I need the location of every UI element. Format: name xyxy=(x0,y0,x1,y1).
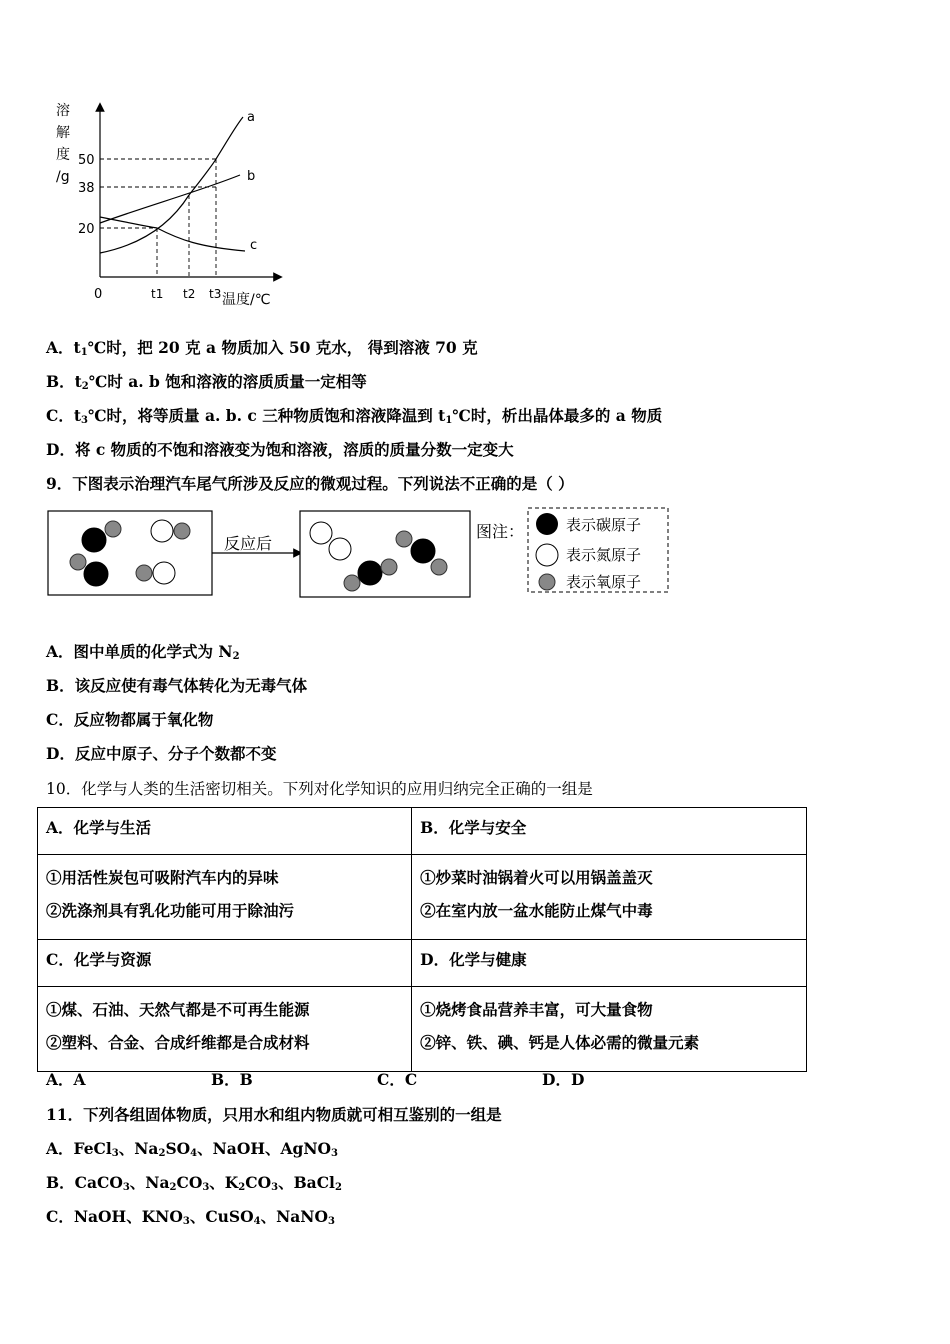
q8-option-d: D．将 c 物质的不饱和溶液变为饱和溶液，溶质的质量分数一定变大 xyxy=(46,440,514,459)
ylabel-3: 度 xyxy=(56,147,70,163)
cell-a-body: ①用活性炭包可吸附汽车内的异味 ②洗涤剂具有乳化功能可用于除油污 xyxy=(38,855,412,940)
x-tick-t3: t3 xyxy=(209,287,222,301)
curve-c xyxy=(100,217,245,251)
q9-option-c: C．反应物都属于氧化物 xyxy=(46,710,214,729)
cell-d-body: ①烧烤食品营养丰富，可大量食物 ②锌、铁、碘、钙是人体必需的微量元素 xyxy=(412,987,807,1072)
curve-b xyxy=(100,175,240,223)
y-tick-38: 38 xyxy=(78,181,95,196)
legend-carbon: 表示碳原子 xyxy=(566,516,642,534)
q9-option-a: A．图中单质的化学式为 $N_2$ xyxy=(46,642,240,662)
cell-b-title: B．化学与安全 xyxy=(412,808,807,855)
ylabel-2: 解 xyxy=(56,125,70,141)
solubility-chart xyxy=(50,95,290,315)
q11-option-c: C．NaOH、$KNO_3$、CuSO$_4$、NaNO$_3$ xyxy=(46,1207,335,1227)
legend-title: 图注： xyxy=(476,522,525,541)
reaction-diagram xyxy=(40,505,680,605)
reactants-box xyxy=(48,511,212,595)
cell-c-title: C．化学与资源 xyxy=(38,940,412,987)
q10-answer-b: B．B xyxy=(211,1070,253,1089)
q8-option-c: C．$t_3℃$时，将等质量 a. b. c 三种物质饱和溶液降温到 $t_1℃$时，析出晶体最多的 a 物质 xyxy=(46,406,663,426)
x-tick-t2: t2 xyxy=(183,287,196,301)
cell-d-title: D．化学与健康 xyxy=(412,940,807,987)
q11-option-a: A．FeCl$_3$、$Na_2SO_4$、NaOH、AgNO$_3$ xyxy=(46,1139,338,1159)
legend-nitrogen: 表示氮原子 xyxy=(566,546,642,564)
cell-c-body: ①煤、石油、天然气都是不可再生能源 ②塑料、合金、合成纤维都是合成材料 xyxy=(38,987,412,1072)
q9-option-b: B．该反应使有毒气体转化为无毒气体 xyxy=(46,676,308,695)
q10-table xyxy=(37,807,807,1072)
q8-option-b: B．$t_2℃$时 a. b 饱和溶液的溶质质量一定相等 xyxy=(46,372,367,392)
x-axis-label: 温度/℃ xyxy=(222,292,271,308)
q11-option-b: B．CaCO$_3$、$Na_2CO_3$、$K_2CO_3$、BaCl$_2$ xyxy=(46,1173,342,1193)
q9-option-d: D．反应中原子、分子个数都不变 xyxy=(46,744,277,763)
origin-label: 0 xyxy=(94,287,103,302)
arrow-label: 反应后 xyxy=(224,534,273,553)
series-label-b: b xyxy=(247,169,256,184)
curve-a xyxy=(100,117,243,253)
carbon-atom-icon xyxy=(536,513,558,535)
y-tick-20: 20 xyxy=(78,222,95,237)
q8-option-a: A．$t_1℃$时，把 20 克 a 物质加入 50 克水， 得到溶液 70 克 xyxy=(46,338,478,358)
ylabel-4: /g xyxy=(56,169,70,185)
nitrogen-atom-icon xyxy=(536,544,558,566)
cell-b-body: ①炒菜时油锅着火可以用锅盖盖灭 ②在室内放一盆水能防止煤气中毒 xyxy=(412,855,807,940)
q10-answer-d: D．D xyxy=(542,1070,585,1089)
q10-stem: 10．化学与人类的生活密切相关。下列对化学知识的应用归纳完全正确的一组是 xyxy=(46,780,593,798)
oxygen-atom-icon xyxy=(539,574,555,590)
y-tick-50: 50 xyxy=(78,153,95,168)
legend-oxygen: 表示氧原子 xyxy=(566,573,642,591)
cell-a-title: A．化学与生活 xyxy=(38,808,412,855)
q9-stem: 9．下图表示治理汽车尾气所涉及反应的微观过程。下列说法不正确的是（ ） xyxy=(46,474,574,493)
q10-answer-a: A．A xyxy=(46,1070,86,1089)
q10-answer-c: C．C xyxy=(377,1070,418,1089)
series-label-c: c xyxy=(250,238,258,253)
x-tick-t1: t1 xyxy=(151,287,164,301)
q11-stem: 11．下列各组固体物质，只用水和组内物质就可相互鉴别的一组是 xyxy=(46,1105,502,1124)
series-label-a: a xyxy=(247,110,255,125)
ylabel-1: 溶 xyxy=(56,103,70,119)
